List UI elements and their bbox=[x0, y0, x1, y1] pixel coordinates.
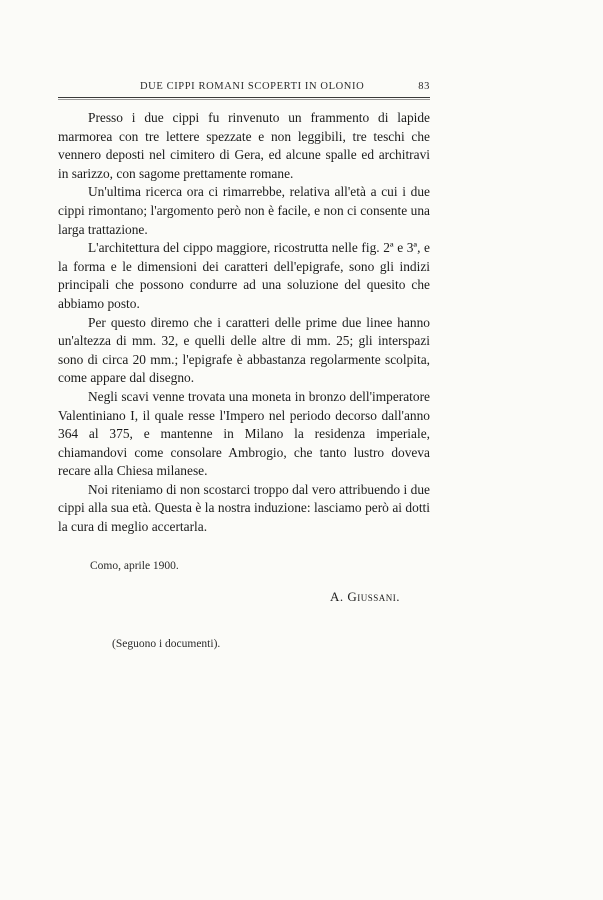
running-title: DUE CIPPI ROMANI SCOPERTI IN OLONIO bbox=[140, 81, 365, 92]
paragraph: Noi riteniamo di non scostarci troppo dal vero attribuendo i due cippi alla sua età. Questa è la nostra induzione: lasciamo però ai dotti la cura di meglio accertarla. bbox=[58, 481, 430, 535]
page-number: 83 bbox=[418, 81, 430, 92]
place-date: Como, aprile 1900. bbox=[90, 560, 179, 572]
paragraph: Negli scavi venne trovata una moneta in bronzo dell'imperatore Valentiniano I, il quale resse l'Impero nel periodo decorso dall'anno 364 al 375, e mantenne in Milano la residenza imperiale, chiamandovi come consolare Ambrogio, che tanto lustro doveva recare alla Chiesa milanese. bbox=[58, 388, 430, 479]
continuation-note: (Seguono i documenti). bbox=[112, 638, 221, 650]
body-text bbox=[58, 109, 430, 537]
paragraph: Un'ultima ricerca ora ci rimarrebbe, relativa all'età a cui i due cippi rimontano; l'argomento però non è facile, e non ci consente una larga trattazione. bbox=[58, 184, 430, 237]
header-rule bbox=[58, 97, 430, 98]
paragraph: L'architettura del cippo maggiore, ricostrutta nelle fig. 2ª e 3ª, e la forma e le dimensioni dei caratteri dell'epigrafe, sono gli indizi principali che possono condurre ad una soluzione del quesito che abbiamo posto. bbox=[58, 240, 430, 311]
paragraph: Per questo diremo che i caratteri delle prime due linee hanno un'altezza di mm. 32, e quelli delle altre di mm. 25; gli interspazi sono di circa 20 mm.; l'epigrafe è abbastanza regolarmente scolpita, come appare dal disegno. bbox=[58, 314, 430, 386]
paragraph: Presso i due cippi fu rinvenuto un frammento di lapide marmorea con tre lettere spezzate e non leggibili, tre teschi che vennero deposti nel cimitero di Gera, ed alcune spalle ed architravi in sarizzo, con sagome prettamente romane. bbox=[58, 110, 430, 181]
author-signature: A. Giussani. bbox=[330, 589, 401, 604]
header-rule-thin bbox=[58, 99, 430, 100]
